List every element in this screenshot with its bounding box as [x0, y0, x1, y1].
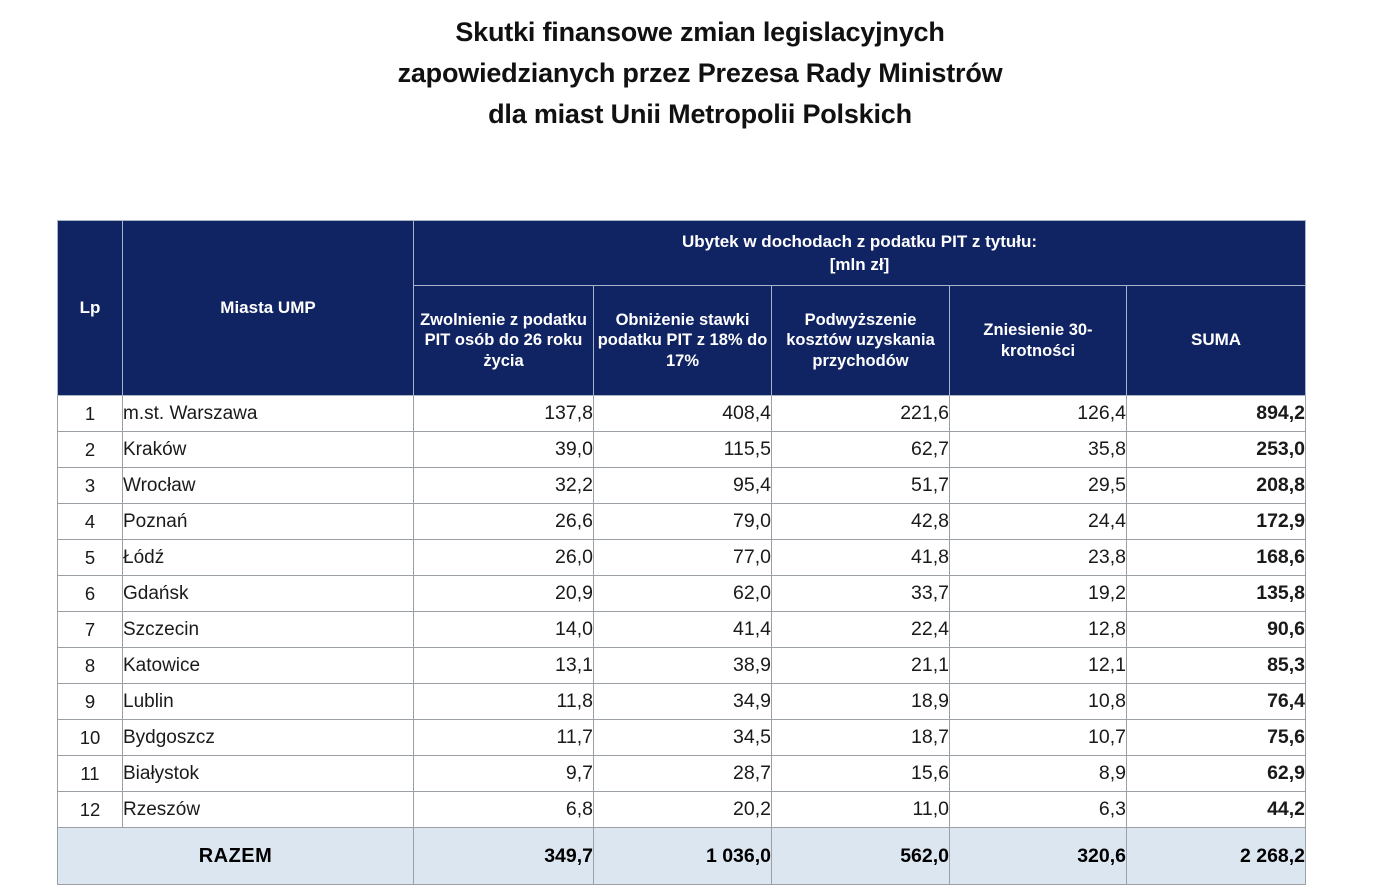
cell-city: m.st. Warszawa — [123, 396, 414, 432]
total-suma: 2 268,2 — [1127, 828, 1306, 885]
cell-zniesienie: 12,8 — [950, 612, 1127, 648]
column-header-group-pit-loss — [414, 221, 1306, 286]
cell-suma: 75,6 — [1127, 720, 1306, 756]
cell-podwyzszenie: 11,0 — [772, 792, 950, 828]
cell-zniesienie: 6,3 — [950, 792, 1127, 828]
cell-suma: 253,0 — [1127, 432, 1306, 468]
cell-obnizenie: 95,4 — [594, 468, 772, 504]
cell-lp: 1 — [58, 396, 123, 432]
financial-table — [57, 220, 1306, 885]
cell-zwolnienie: 11,8 — [414, 684, 594, 720]
cell-city: Szczecin — [123, 612, 414, 648]
total-obnizenie: 1 036,0 — [594, 828, 772, 885]
table-header — [58, 221, 1306, 396]
cell-podwyzszenie: 42,8 — [772, 504, 950, 540]
cell-obnizenie: 115,5 — [594, 432, 772, 468]
cell-obnizenie: 408,4 — [594, 396, 772, 432]
header-row-group — [58, 221, 1306, 286]
table-row — [58, 684, 1306, 720]
cell-podwyzszenie: 21,1 — [772, 648, 950, 684]
cell-zniesienie: 24,4 — [950, 504, 1127, 540]
cell-zniesienie: 10,7 — [950, 720, 1127, 756]
table-row — [58, 756, 1306, 792]
cell-obnizenie: 20,2 — [594, 792, 772, 828]
table-row — [58, 396, 1306, 432]
cell-zniesienie: 23,8 — [950, 540, 1127, 576]
cell-city: Lublin — [123, 684, 414, 720]
cell-obnizenie: 34,9 — [594, 684, 772, 720]
cell-suma: 76,4 — [1127, 684, 1306, 720]
cell-zniesienie: 10,8 — [950, 684, 1127, 720]
cell-city: Kraków — [123, 432, 414, 468]
cell-suma: 894,2 — [1127, 396, 1306, 432]
cell-obnizenie: 41,4 — [594, 612, 772, 648]
cell-suma: 90,6 — [1127, 612, 1306, 648]
cell-suma: 44,2 — [1127, 792, 1306, 828]
cell-suma: 62,9 — [1127, 756, 1306, 792]
cell-podwyzszenie: 18,9 — [772, 684, 950, 720]
table-row — [58, 504, 1306, 540]
cell-zniesienie: 29,5 — [950, 468, 1127, 504]
cell-zwolnienie: 14,0 — [414, 612, 594, 648]
cell-city: Łódź — [123, 540, 414, 576]
cell-lp: 4 — [58, 504, 123, 540]
table-row — [58, 612, 1306, 648]
column-header-zwolnienie: Zwolnienie z podatku PIT osób do 26 roku życia — [414, 286, 594, 396]
cell-zniesienie: 126,4 — [950, 396, 1127, 432]
cell-podwyzszenie: 22,4 — [772, 612, 950, 648]
cell-suma: 172,9 — [1127, 504, 1306, 540]
cell-podwyzszenie: 15,6 — [772, 756, 950, 792]
cell-lp: 5 — [58, 540, 123, 576]
cell-zniesienie: 8,9 — [950, 756, 1127, 792]
table-footer — [58, 828, 1306, 885]
cell-obnizenie: 38,9 — [594, 648, 772, 684]
cell-zwolnienie: 26,0 — [414, 540, 594, 576]
title-line-1: Skutki finansowe zmian legislacyjnych — [455, 17, 945, 47]
table-row — [58, 468, 1306, 504]
cell-lp: 7 — [58, 612, 123, 648]
cell-obnizenie: 77,0 — [594, 540, 772, 576]
financial-table-container — [57, 220, 1305, 885]
cell-zwolnienie: 137,8 — [414, 396, 594, 432]
column-header-podwyzszenie: Podwyższenie kosztów uzyskania przychodów — [772, 286, 950, 396]
cell-lp: 8 — [58, 648, 123, 684]
cell-suma: 135,8 — [1127, 576, 1306, 612]
cell-lp: 2 — [58, 432, 123, 468]
cell-lp: 11 — [58, 756, 123, 792]
column-header-zniesienie: Zniesienie 30-krotności — [950, 286, 1127, 396]
total-zwolnienie: 349,7 — [414, 828, 594, 885]
cell-suma: 85,3 — [1127, 648, 1306, 684]
cell-zniesienie: 35,8 — [950, 432, 1127, 468]
group-header-text: Ubytek w dochodach z podatku PIT z tytułu: — [681, 232, 1038, 251]
cell-podwyzszenie: 221,6 — [772, 396, 950, 432]
page-title — [0, 0, 1400, 135]
total-row — [58, 828, 1306, 885]
table-row — [58, 792, 1306, 828]
cell-zwolnienie: 9,7 — [414, 756, 594, 792]
cell-obnizenie: 34,5 — [594, 720, 772, 756]
cell-city: Gdańsk — [123, 576, 414, 612]
cell-city: Białystok — [123, 756, 414, 792]
cell-podwyzszenie: 62,7 — [772, 432, 950, 468]
cell-city: Poznań — [123, 504, 414, 540]
cell-obnizenie: 28,7 — [594, 756, 772, 792]
table-row — [58, 540, 1306, 576]
table-row — [58, 432, 1306, 468]
cell-podwyzszenie: 33,7 — [772, 576, 950, 612]
cell-podwyzszenie: 18,7 — [772, 720, 950, 756]
total-row-label: RAZEM — [58, 828, 414, 885]
column-header-lp: Lp — [58, 221, 123, 396]
table-row — [58, 720, 1306, 756]
cell-suma: 208,8 — [1127, 468, 1306, 504]
cell-podwyzszenie: 41,8 — [772, 540, 950, 576]
cell-obnizenie: 79,0 — [594, 504, 772, 540]
cell-zniesienie: 12,1 — [950, 648, 1127, 684]
cell-suma: 168,6 — [1127, 540, 1306, 576]
cell-city: Wrocław — [123, 468, 414, 504]
cell-city: Rzeszów — [123, 792, 414, 828]
cell-zwolnienie: 6,8 — [414, 792, 594, 828]
title-line-3: dla miast Unii Metropolii Polskich — [488, 99, 912, 129]
cell-obnizenie: 62,0 — [594, 576, 772, 612]
cell-zwolnienie: 32,2 — [414, 468, 594, 504]
cell-lp: 9 — [58, 684, 123, 720]
cell-zniesienie: 19,2 — [950, 576, 1127, 612]
column-header-suma: SUMA — [1127, 286, 1306, 396]
cell-city: Bydgoszcz — [123, 720, 414, 756]
cell-lp: 12 — [58, 792, 123, 828]
cell-lp: 10 — [58, 720, 123, 756]
table-row — [58, 576, 1306, 612]
cell-zwolnienie: 20,9 — [414, 576, 594, 612]
total-podwyzszenie: 562,0 — [772, 828, 950, 885]
title-line-2: zapowiedzianych przez Prezesa Rady Ministrów — [397, 58, 1003, 88]
column-header-city: Miasta UMP — [123, 221, 414, 396]
group-header-unit: [mln zł] — [829, 255, 890, 274]
cell-city: Katowice — [123, 648, 414, 684]
column-header-obnizenie: Obniżenie stawki podatku PIT z 18% do 17% — [594, 286, 772, 396]
cell-lp: 3 — [58, 468, 123, 504]
cell-zwolnienie: 13,1 — [414, 648, 594, 684]
cell-podwyzszenie: 51,7 — [772, 468, 950, 504]
total-zniesienie: 320,6 — [950, 828, 1127, 885]
table-body — [58, 396, 1306, 828]
cell-zwolnienie: 39,0 — [414, 432, 594, 468]
cell-lp: 6 — [58, 576, 123, 612]
table-row — [58, 648, 1306, 684]
cell-zwolnienie: 26,6 — [414, 504, 594, 540]
cell-zwolnienie: 11,7 — [414, 720, 594, 756]
